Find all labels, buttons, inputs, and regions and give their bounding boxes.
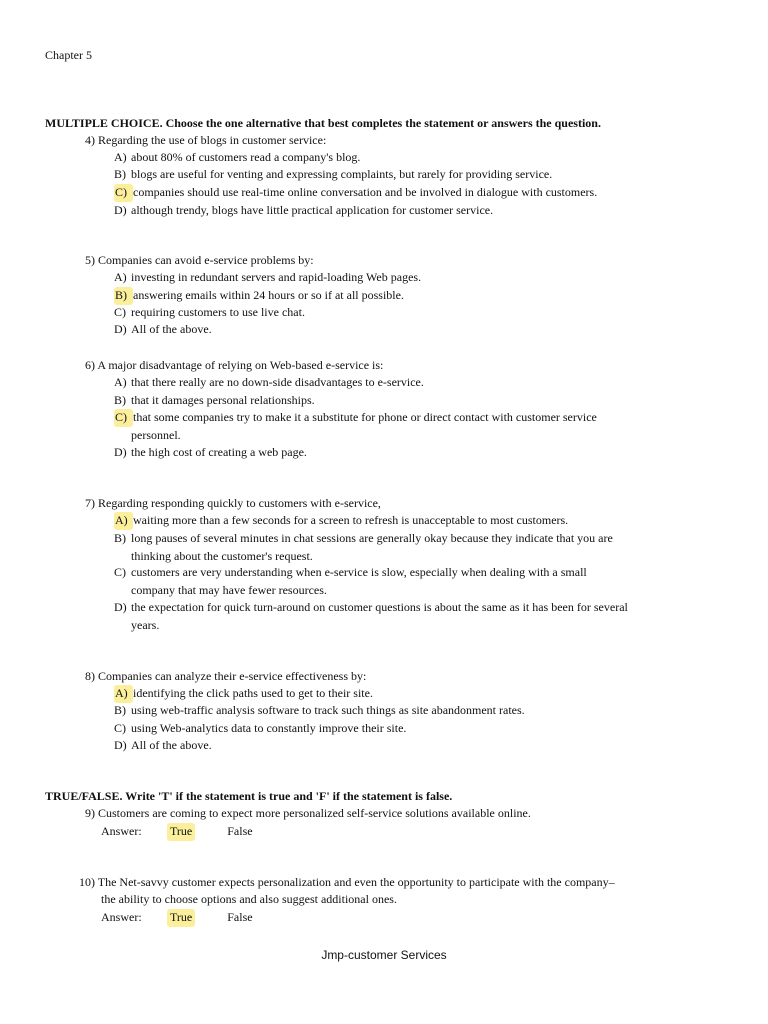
option-d: D) the expectation for quick turn-around on customer questions is about the same as it has been for several years. [114, 600, 628, 632]
option-c: C) customers are very understanding when e-service is slow, especially when dealing with a small company that may have fewer resources. [114, 565, 587, 597]
option-d: D) All of the above. [114, 322, 212, 336]
question-stem: 4) Regarding the use of blogs in customer service: [85, 133, 327, 147]
option-b: B) that it damages personal relationships. [114, 393, 315, 407]
option-a-selected: A) identifying the click paths used to get to their site. [114, 685, 714, 703]
option-d: D) All of the above. [114, 738, 212, 752]
selected-answer-highlight: B) [114, 287, 133, 305]
selected-answer-highlight: C) [114, 409, 133, 427]
question-stem: 6) A major disadvantage of relying on Web-based e-service is: [85, 358, 384, 372]
answer-label: Answer: [101, 910, 142, 924]
question-stem: 8) Companies can analyze their e-service effectiveness by: [85, 669, 367, 683]
false-option: False [227, 910, 253, 924]
true-false-header: TRUE/FALSE. Write 'T' if the statement is true and 'F' if the statement is false. [45, 789, 453, 803]
option-b: B) using web-traffic analysis software to track such things as site abandonment rates. [114, 703, 525, 717]
multiple-choice-header: MULTIPLE CHOICE. Choose the one alternative that best completes the statement or answers the question. [45, 116, 601, 130]
question-stem-continued: the ability to choose options and also suggest additional ones. [101, 892, 397, 906]
option-c-selected: C) companies should use real-time online conversation and be involved in dialogue with customers. [114, 184, 714, 202]
chapter-title: Chapter 5 [45, 48, 92, 62]
question-stem: 7) Regarding responding quickly to customers with e-service, [85, 496, 381, 510]
question-stem: 9) Customers are coming to expect more personalized self-service solutions available online. [85, 806, 531, 820]
answer-line [101, 823, 253, 841]
question-stem: 10) The Net-savvy customer expects personalization and even the opportunity to participate with the company– [79, 875, 615, 889]
false-option: False [227, 824, 253, 838]
option-c: C) requiring customers to use live chat. [114, 305, 305, 319]
question-stem: 5) Companies can avoid e-service problems by: [85, 253, 314, 267]
option-c-selected: C) that some companies try to make it a substitute for phone or direct contact with customer service personnel. [115, 410, 597, 442]
selected-answer-highlight: A) [114, 512, 133, 530]
option-c: C) using Web-analytics data to constantly improve their site. [114, 721, 407, 735]
selected-answer-highlight: A) [114, 685, 133, 703]
selected-answer-highlight: C) [114, 184, 133, 202]
true-option-selected: True [167, 909, 195, 927]
option-a: A) about 80% of customers read a company's blog. [114, 150, 361, 164]
option-b-selected: B) answering emails within 24 hours or so if at all possible. [114, 287, 714, 305]
option-a: A) that there really are no down-side disadvantages to e-service. [114, 375, 424, 389]
answer-label: Answer: [101, 824, 142, 838]
page-footer: Jmp-customer Services [321, 948, 447, 962]
true-option-selected: True [167, 823, 195, 841]
option-a: A) investing in redundant servers and rapid-loading Web pages. [114, 270, 422, 284]
option-d: D) the high cost of creating a web page. [114, 445, 307, 459]
option-d: D) although trendy, blogs have little practical application for customer service. [114, 203, 494, 217]
option-b: B) blogs are useful for venting and expressing complaints, but rarely for providing service. [114, 167, 553, 181]
answer-line [101, 909, 253, 927]
option-b: B) long pauses of several minutes in chat sessions are generally okay because they indicate that you are thinking about the customer's request. [114, 531, 613, 563]
option-a-selected: A) waiting more than a few seconds for a screen to refresh is unacceptable to most customers. [114, 512, 714, 530]
